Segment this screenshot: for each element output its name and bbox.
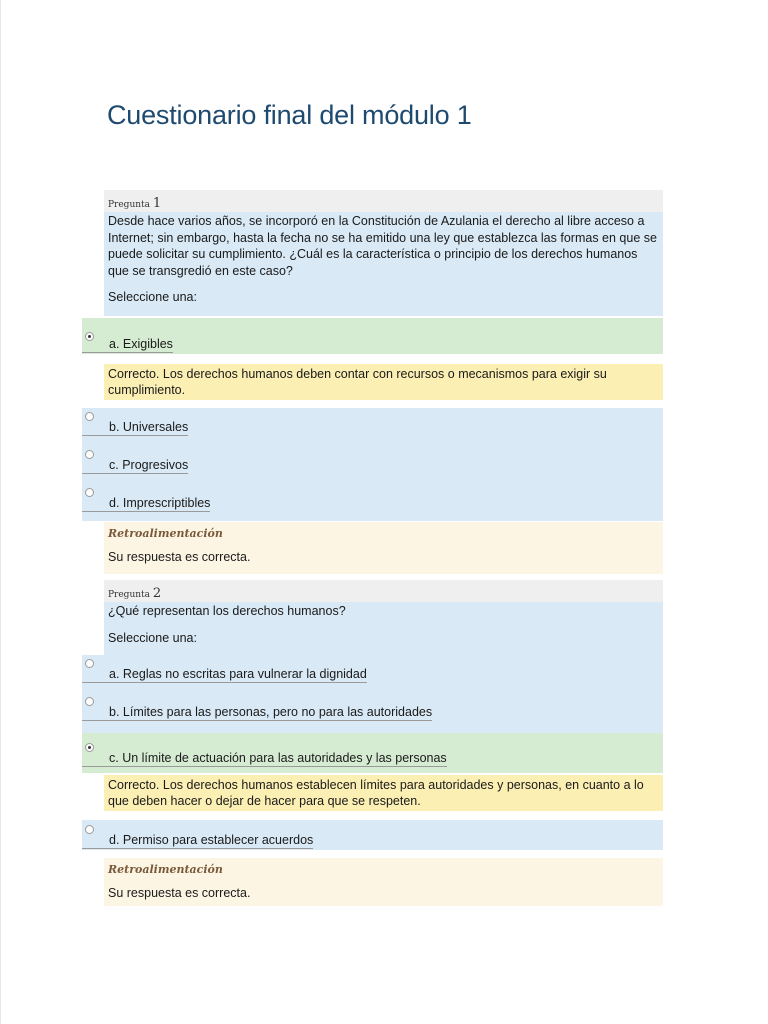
retro-panel <box>104 858 663 906</box>
retro-title: Retroalimentación <box>108 527 223 540</box>
question-body <box>104 602 663 656</box>
option-d[interactable] <box>82 820 663 850</box>
radio-selected-icon[interactable] <box>85 332 94 341</box>
question-label: Pregunta <box>108 200 151 210</box>
select-prompt: Seleccione una: <box>108 630 197 645</box>
question-body <box>104 212 663 316</box>
question-header <box>104 580 663 602</box>
option-label: a. Exigibles <box>104 337 173 353</box>
page-edge <box>0 0 1 1024</box>
radio-selected-icon[interactable] <box>85 743 94 752</box>
option-label: d. Permiso para establecer acuerdos <box>104 833 313 849</box>
question-header <box>104 190 663 212</box>
retro-text: Su respuesta es correcta. <box>108 886 251 900</box>
option-label: b. Universales <box>104 420 188 436</box>
options-group-top <box>82 655 663 733</box>
question-label: Pregunta <box>108 590 151 600</box>
option-a[interactable] <box>82 318 663 354</box>
question-2 <box>104 580 663 656</box>
radio-icon[interactable] <box>85 825 94 834</box>
retro-title: Retroalimentación <box>108 863 223 876</box>
retro-text: Su respuesta es correcta. <box>108 550 251 564</box>
question-number: 1 <box>152 196 162 211</box>
retro-panel <box>104 522 663 574</box>
question-text: ¿Qué representan los derechos humanos? <box>108 604 346 618</box>
radio-icon[interactable] <box>85 488 94 497</box>
radio-icon[interactable] <box>85 659 94 668</box>
radio-icon[interactable] <box>85 412 94 421</box>
option-label: a. Reglas no escritas para vulnerar la dignidad <box>104 667 367 683</box>
question-1 <box>104 190 663 316</box>
option-label: c. Un límite de actuación para las autoridades y las personas <box>104 751 447 767</box>
radio-icon[interactable] <box>85 450 94 459</box>
option-label: c. Progresivos <box>104 458 188 474</box>
option-label: d. Imprescriptibles <box>104 496 210 512</box>
correct-feedback: Correcto. Los derechos humanos deben contar con recursos o mecanismos para exigir su cumplimiento. <box>104 364 663 400</box>
radio-icon[interactable] <box>85 697 94 706</box>
select-prompt: Seleccione una: <box>108 290 197 304</box>
question-text: Desde hace varios años, se incorporó en la Constitución de Azulania el derecho al libre acceso a Internet; sin embargo, hasta la fecha no se ha emitido una ley que establezca las formas en que se puede solicitar su cumplimiento. ¿Cuál es la característica o principio de los derechos humanos que se transgredió en este caso? <box>108 214 657 278</box>
question-number: 2 <box>152 586 162 601</box>
option-c[interactable] <box>82 733 663 773</box>
page-title: Cuestionario final del módulo 1 <box>107 100 472 130</box>
options-group-rest <box>82 408 663 521</box>
correct-feedback: Correcto. Los derechos humanos establecen límites para autoridades y personas, en cuanto a lo que deben hacer o dejar de hacer para que se respeten. <box>104 775 663 811</box>
option-label: b. Límites para las personas, pero no para las autoridades <box>104 705 432 721</box>
